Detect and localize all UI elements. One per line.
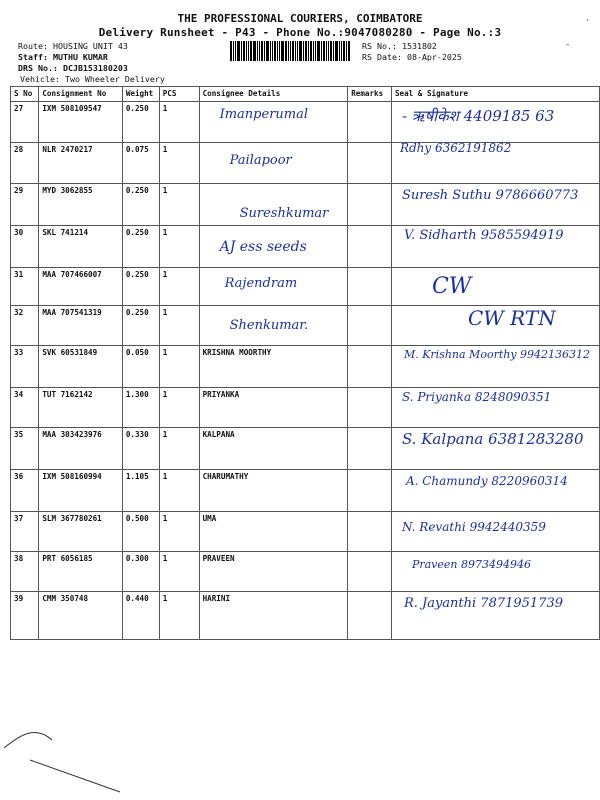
handwritten-consignee: AJ ess seeds bbox=[219, 239, 307, 255]
handwritten-signature: Praveen 8973494946 bbox=[411, 558, 531, 571]
pcs-cell: 1 bbox=[159, 552, 199, 592]
pcs-cell: 1 bbox=[159, 143, 199, 184]
consignment-number-cell: TUT 7162142 bbox=[39, 388, 123, 428]
consignment-number-cell: NLR 2470217 bbox=[39, 143, 123, 184]
consignee-cell: CHARUMATHY bbox=[199, 470, 348, 512]
handwritten-signature: - ऋषीकेश 4409185 63 bbox=[401, 107, 555, 125]
serial-number-cell: 30 bbox=[11, 226, 39, 268]
pcs-cell: 1 bbox=[159, 102, 199, 143]
handwritten-signature: V. Sidharth 9585594919 bbox=[403, 228, 564, 243]
serial-number-cell: 28 bbox=[11, 143, 39, 184]
column-header: Consignment No bbox=[39, 87, 123, 102]
weight-cell: 0.075 bbox=[122, 143, 159, 184]
pcs-cell: 1 bbox=[159, 184, 199, 226]
serial-number-cell: 38 bbox=[11, 552, 39, 592]
pcs-cell: 1 bbox=[159, 428, 199, 470]
corner-mark: - bbox=[565, 40, 571, 50]
handwritten-consignee: Sureshkumar bbox=[239, 206, 329, 221]
weight-cell: 0.440 bbox=[122, 592, 159, 640]
vehicle-label: Vehicle: Two Wheeler Delivery bbox=[20, 74, 165, 84]
consignment-number-cell: CMM 350748 bbox=[39, 592, 123, 640]
handwritten-signature: N. Revathi 9942440359 bbox=[401, 520, 546, 534]
pcs-cell: 1 bbox=[159, 226, 199, 268]
column-header: Weight bbox=[122, 87, 159, 102]
column-header: S No bbox=[11, 87, 39, 102]
column-header: Consignee Details bbox=[199, 87, 348, 102]
weight-cell: 0.250 bbox=[122, 306, 159, 346]
pcs-cell: 1 bbox=[159, 388, 199, 428]
consignment-number-cell: SKL 741214 bbox=[39, 226, 123, 268]
consignee-cell: PRAVEEN bbox=[199, 552, 348, 592]
serial-number-cell: 29 bbox=[11, 184, 39, 226]
company-title: THE PROFESSIONAL COURIERS, COIMBATORE bbox=[177, 12, 423, 25]
serial-number-cell: 34 bbox=[11, 388, 39, 428]
weight-cell: 1.105 bbox=[122, 470, 159, 512]
consignee-cell: KRISHNA MOORTHY bbox=[199, 346, 348, 388]
runsheet-title: Delivery Runsheet - P43 - Phone No.:9047080280 - Page No.:3 bbox=[98, 26, 502, 39]
weight-cell: 1.300 bbox=[122, 388, 159, 428]
weight-cell: 0.500 bbox=[122, 512, 159, 552]
serial-number-cell: 33 bbox=[11, 346, 39, 388]
serial-number-cell: 32 bbox=[11, 306, 39, 346]
weight-cell: 0.250 bbox=[122, 226, 159, 268]
handwritten-consignee: Rajendram bbox=[224, 276, 298, 291]
handwritten-signature: CW bbox=[431, 274, 472, 299]
corner-mark: · bbox=[585, 16, 591, 26]
rs-date: RS Date: 08-Apr-2025 bbox=[362, 52, 462, 62]
pcs-cell: 1 bbox=[159, 346, 199, 388]
handwritten-consignee: Imanperumal bbox=[219, 107, 309, 122]
pcs-cell: 1 bbox=[159, 512, 199, 552]
consignment-number-cell: MYD 3062855 bbox=[39, 184, 123, 226]
handwritten-signature: A. Chamundy 8220960314 bbox=[405, 474, 568, 488]
handwritten-signature: S. Kalpana 6381283280 bbox=[401, 430, 584, 448]
handwritten-signature: R. Jayanthi 7871951739 bbox=[403, 596, 564, 611]
weight-cell: 0.250 bbox=[122, 184, 159, 226]
column-header: Seal & Signature bbox=[391, 87, 599, 102]
handwritten-signature: CW RTN bbox=[467, 306, 556, 330]
pcs-cell: 1 bbox=[159, 470, 199, 512]
serial-number-cell: 37 bbox=[11, 512, 39, 552]
consignment-number-cell: IXM 508160994 bbox=[39, 470, 123, 512]
weight-cell: 0.250 bbox=[122, 268, 159, 306]
serial-number-cell: 27 bbox=[11, 102, 39, 143]
consignee-cell: HARINI bbox=[199, 592, 348, 640]
serial-number-cell: 35 bbox=[11, 428, 39, 470]
handwritten-signature: M. Krishna Moorthy 9942136312 bbox=[403, 348, 591, 361]
staff-label: Staff: MUTHU KUMAR bbox=[18, 52, 108, 62]
route-label: Route: HOUSING UNIT 43 bbox=[18, 41, 128, 51]
consignment-number-cell: MAA 303423976 bbox=[39, 428, 123, 470]
weight-cell: 0.300 bbox=[122, 552, 159, 592]
weight-cell: 0.250 bbox=[122, 102, 159, 143]
consignee-cell: PRIYANKA bbox=[199, 388, 348, 428]
handwritten-signature: Suresh Suthu 9786660773 bbox=[401, 188, 579, 203]
serial-number-cell: 31 bbox=[11, 268, 39, 306]
handwritten-consignee: Pailapoor bbox=[229, 153, 292, 168]
consignment-number-cell: MAA 707541319 bbox=[39, 306, 123, 346]
consignment-number-cell: SVK 60531849 bbox=[39, 346, 123, 388]
handwritten-signature: Rdhy 6362191862 bbox=[399, 141, 512, 155]
handwritten-consignee: Shenkumar. bbox=[229, 318, 309, 333]
consignee-cell: KALPANA bbox=[199, 428, 348, 470]
rs-number: RS No.: 1531802 bbox=[362, 41, 437, 51]
consignment-number-cell: SLM 367780261 bbox=[39, 512, 123, 552]
column-header: Remarks bbox=[348, 87, 392, 102]
weight-cell: 0.050 bbox=[122, 346, 159, 388]
weight-cell: 0.330 bbox=[122, 428, 159, 470]
pcs-cell: 1 bbox=[159, 306, 199, 346]
serial-number-cell: 36 bbox=[11, 470, 39, 512]
consignment-number-cell: IXM 508109547 bbox=[39, 102, 123, 143]
pcs-cell: 1 bbox=[159, 268, 199, 306]
serial-number-cell: 39 bbox=[11, 592, 39, 640]
consignment-number-cell: MAA 707466007 bbox=[39, 268, 123, 306]
consignee-cell: UMA bbox=[199, 512, 348, 552]
pcs-cell: 1 bbox=[159, 592, 199, 640]
handwritten-signature: S. Priyanka 8248090351 bbox=[401, 390, 552, 404]
column-header: PCS bbox=[159, 87, 199, 102]
consignment-number-cell: PRT 6056185 bbox=[39, 552, 123, 592]
drs-number: DRS No.: DCJB153180203 bbox=[18, 63, 128, 73]
